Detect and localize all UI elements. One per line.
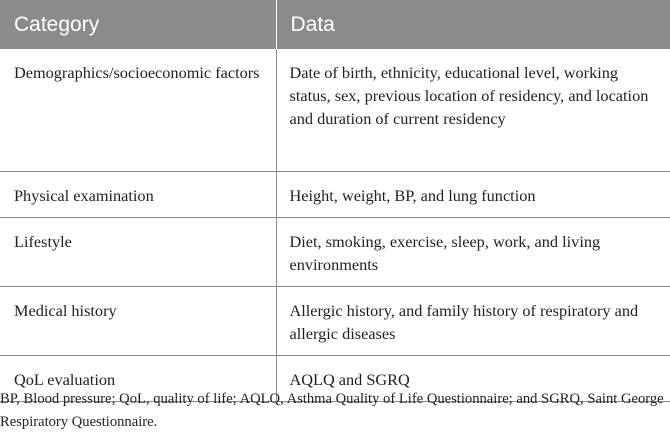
data-cell: Height, weight, BP, and lung function: [276, 172, 670, 218]
column-header-data: Data: [276, 0, 670, 49]
table-row: [0, 218, 670, 287]
data-cell: Date of birth, ethnicity, educational level, working status, sex, previous location of residency, and location and duration of current residency: [276, 49, 670, 172]
data-cell: Diet, smoking, exercise, sleep, work, and living environments: [276, 218, 670, 287]
column-header-category: Category: [0, 0, 276, 49]
category-cell: QoL evaluation: [0, 356, 276, 402]
category-cell: Physical examination: [0, 172, 276, 218]
table-header-row: [0, 0, 670, 49]
category-cell: Lifestyle: [0, 218, 276, 287]
table-row: [0, 49, 670, 172]
data-cell: Allergic history, and family history of respiratory and allergic diseases: [276, 287, 670, 356]
category-cell: Medical history: [0, 287, 276, 356]
category-cell: Demographics/socioeconomic factors: [0, 49, 276, 172]
data-cell: AQLQ and SGRQ: [276, 356, 670, 402]
table-footnote: BP, Blood pressure; QoL, quality of life; AQLQ, Asthma Quality of Life Questionnaire; and SGRQ, Saint George Respiratory Questionnaire.: [0, 391, 664, 430]
table-row: [0, 287, 670, 356]
table-row: [0, 172, 670, 218]
